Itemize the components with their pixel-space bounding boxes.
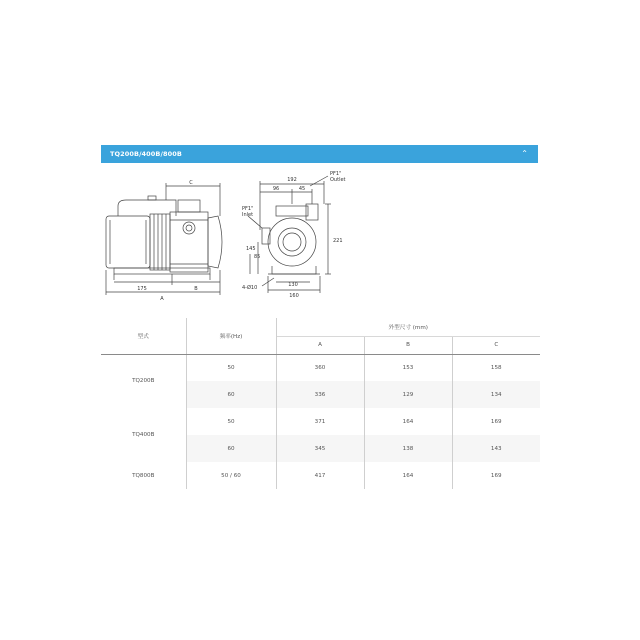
table-row: [101, 462, 540, 489]
freq-header: 频率(Hz): [186, 318, 276, 354]
dim-c-cell: 158: [490, 364, 502, 371]
inlet-port: [283, 233, 301, 251]
dim-a-cell: 345: [276, 435, 364, 462]
spec-table: [101, 318, 540, 489]
control-box: [118, 200, 176, 216]
front-base: [272, 266, 316, 274]
col-header-b: B: [364, 336, 452, 354]
chevron-up-icon[interactable]: ⌃: [521, 149, 528, 158]
pump-casing: [170, 212, 208, 272]
accordion-title: TQ200B/400B/800B: [110, 150, 182, 158]
pump-dimension-drawing: [96, 170, 366, 300]
dim-c-cell: 169: [490, 418, 502, 425]
dim-label-192: 192: [287, 177, 297, 183]
col-header-a: A: [276, 336, 364, 354]
dim-a-cell: 417: [276, 462, 364, 489]
table-row: [101, 354, 540, 381]
dim-a-cell: 371: [276, 408, 364, 435]
dim-b-cell: 164: [364, 408, 452, 435]
motor-body: [106, 216, 150, 268]
dim-b-cell: 129: [364, 381, 452, 408]
dim-label-bolt: 4-Ø10: [242, 285, 258, 291]
front-casing: [268, 218, 316, 266]
dim-label-c: C: [189, 180, 193, 186]
dim-c-cell: 169: [490, 472, 502, 479]
dim-label-b: B: [194, 286, 198, 292]
inlet-size-label: PF1": [242, 206, 254, 212]
dim-label-130: 130: [288, 282, 298, 288]
dim-a-cell: 336: [276, 381, 364, 408]
col-header-c: C: [452, 336, 540, 354]
pressure-tank: [208, 216, 222, 268]
model-cell: TQ800B: [101, 462, 186, 489]
dim-label-45: 45: [298, 186, 306, 192]
motor-fins: [150, 214, 170, 270]
pump-drawing-svg: [96, 170, 366, 300]
inlet-label: Inlet: [242, 212, 254, 218]
outlet-label: Outlet: [330, 177, 346, 183]
accordion-header[interactable]: [101, 145, 538, 163]
dim-label-145: 145: [246, 246, 256, 252]
outlet-size-label: PF1": [330, 171, 342, 177]
dim-label-221: 221: [333, 238, 343, 244]
model-header: 型式: [101, 318, 186, 354]
dim-label-160: 160: [289, 293, 299, 299]
dim-b-cell: 153: [364, 354, 452, 381]
freq-cell: 50: [186, 408, 276, 435]
freq-cell: 60: [186, 381, 276, 408]
dim-label-a: A: [160, 296, 164, 300]
dim-label-175: 175: [137, 286, 147, 292]
dim-label-85: 85: [254, 254, 261, 260]
model-cell: TQ400B: [101, 408, 186, 462]
dim-c-cell: 143: [452, 435, 540, 462]
dim-b-cell: 138: [364, 435, 452, 462]
dim-a-cell: 360: [276, 354, 364, 381]
freq-cell: 50 / 60: [186, 462, 276, 489]
dim-c-cell: 134: [452, 381, 540, 408]
model-cell: TQ200B: [101, 354, 186, 408]
dim-label-96: 96: [272, 186, 280, 192]
freq-cell: 60: [186, 435, 276, 462]
table-row: [101, 408, 540, 435]
dims-header: 外型尺寸 (mm): [276, 318, 540, 336]
freq-cell: 50: [186, 354, 276, 381]
pressure-gauge: [183, 222, 195, 234]
dim-b-cell: 164: [364, 462, 452, 489]
